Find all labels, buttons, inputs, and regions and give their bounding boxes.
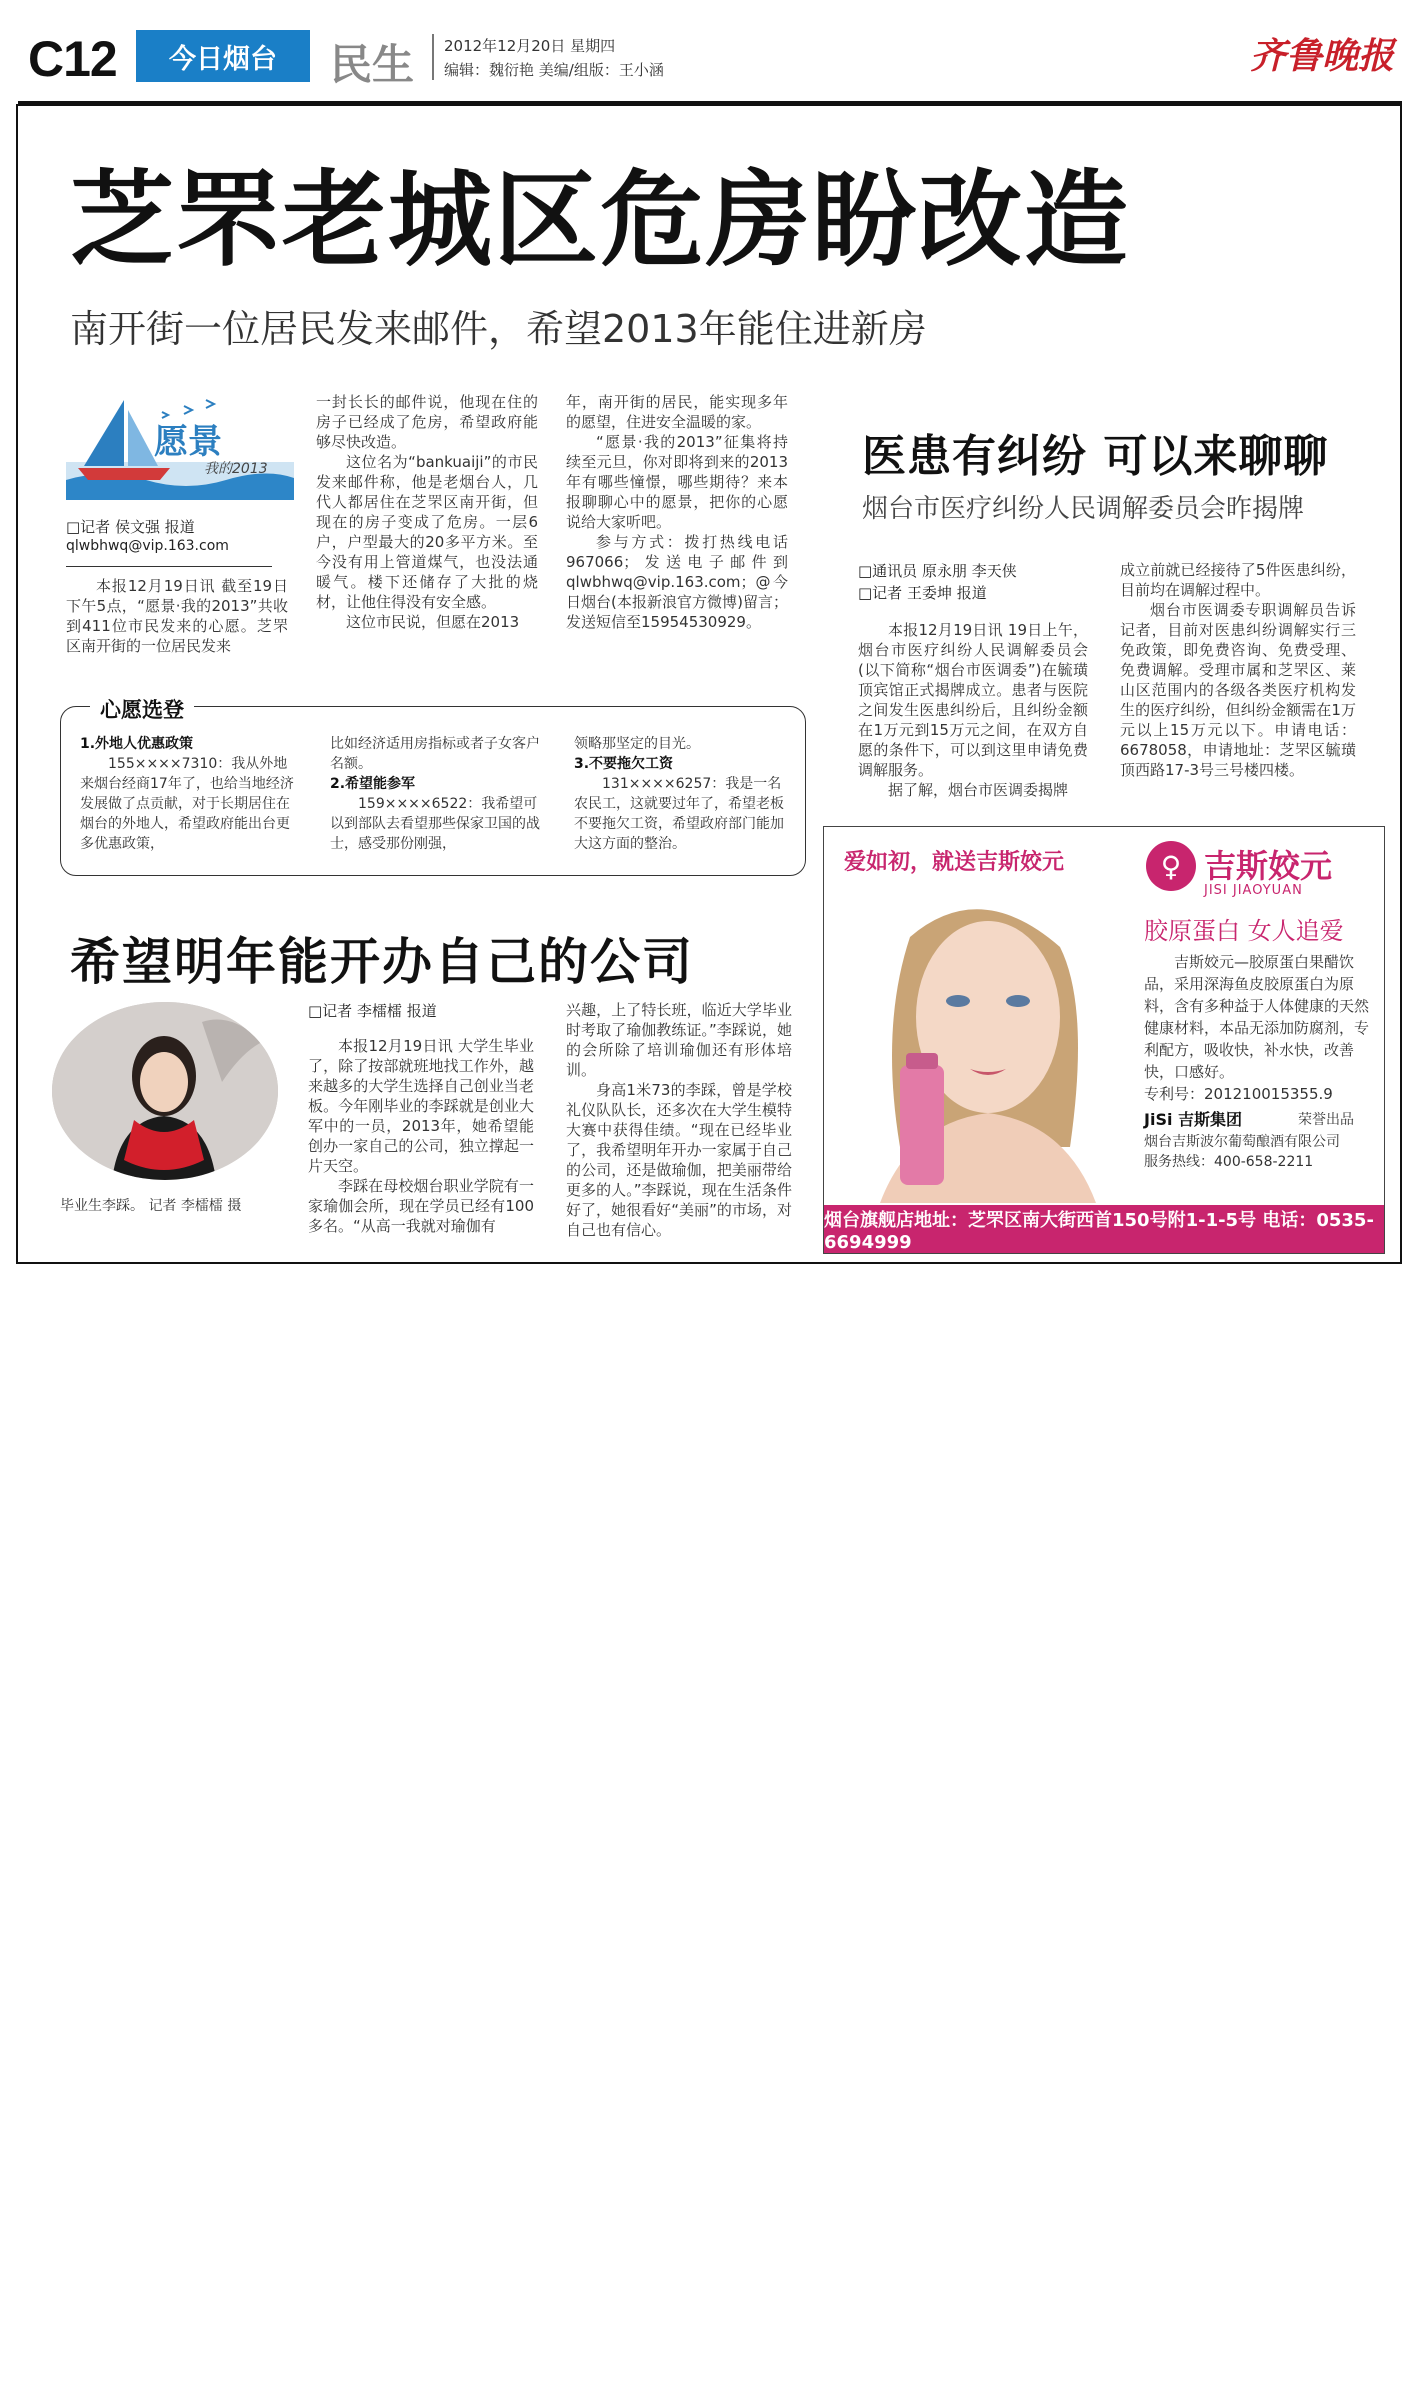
paragraph: 参与方式：拨打热线电话967066；发送电子邮件到qlwbhwq@vip.163.com；@今日烟台(本报新浪官方微博)留言；发送短信至15954530929。 [566, 533, 788, 631]
main-byline: □记者 侯文强 报道 [66, 518, 195, 536]
wish-item-title: 1.外地人优惠政策 [80, 736, 194, 752]
ad-footer: 烟台旗舰店地址：芝罘区南大街西首150号附1-1-5号 电话：0535-6694999 [824, 1205, 1384, 1253]
portrait-photo [52, 1002, 278, 1180]
logo-subtitle: 我的2013 [204, 461, 268, 477]
editors-line: 编辑：魏衍艳 美编/组版：王小涵 [444, 61, 664, 79]
paragraph: 本报12月19日讯 截至19日下午5点，“愿景·我的2013”共收到411位市民发来的心愿。芝罘区南开街的一位居民发来 [66, 577, 288, 655]
paragraph: “愿景·我的2013”征集将持续至元旦，你对即将到来的2013年有哪些憧憬，哪些期待？来本报聊聊心中的愿景，把你的心愿说给大家听吧。 [566, 433, 788, 531]
byline-rule [66, 566, 272, 567]
wish-item-cont: 领略那坚定的目光。 [574, 736, 700, 752]
ad-patent: 专利号：201210015355.9 [1144, 1085, 1333, 1103]
main-col-1 [66, 576, 288, 656]
right-col-1 [858, 620, 1088, 800]
paragraph: 本报12月19日讯 大学生毕业了，除了按部就班地找工作外，越来越多的大学生选择自己创业当老板。今年刚毕业的李踩就是创业大军中的一员，2013年，她希望能创办一家自己的公司，独立撑起一片天空。 [308, 1037, 534, 1175]
main-col-2 [316, 392, 538, 632]
paragraph: 本报12月19日讯 19日上午，烟台市医疗纠纷人民调解委员会(以下简称“烟台市医调委”)在毓璜顶宾馆正式揭牌成立。患者与医院之间发生医患纠纷后，且纠纷金额在1万元到15万元之间，在双方自愿的条件下，可以到这里申请免费调解服务。 [858, 621, 1088, 779]
ad-hotline: 服务热线：400-658-2211 [1144, 1154, 1314, 1170]
second-byline: □记者 李檑檑 报道 [308, 1002, 437, 1020]
header-meta [444, 34, 664, 82]
paragraph: 年，南开街的居民，能实现多年的愿望，住进安全温暖的家。 [566, 393, 788, 431]
paragraph: 一封长长的邮件说，他现在住的房子已经成了危房，希望政府能够尽快改造。 [316, 393, 538, 451]
main-email: qlwbhwq@vip.163.com [66, 538, 229, 554]
right-byline-1: □通讯员 原永朋 李天侠 [858, 562, 1017, 580]
page-number: C12 [28, 31, 117, 87]
wish-item-title: 3.不要拖欠工资 [574, 756, 674, 772]
main-subhead: 南开街一位居民发来邮件，希望2013年能住进新房 [70, 307, 927, 351]
paragraph: 这位名为“bankuaiji”的市民发来邮件称，他是老烟台人，几代人都居住在芝罘区南开街，但现在的房子变成了危房。一层6户，户型最大的20多平方米。至今没有用上管道煤气，也没法通暖气。楼下还储存了大批的烧材，让他住得没有安全感。 [316, 453, 538, 611]
wish-item-text: 155××××7310：我从外地来烟台经商17年了，也给当地经济发展做了点贡献，对于长期居住在烟台的外地人，希望政府能出台更多优惠政策， [80, 756, 294, 852]
paragraph: 据了解，烟台市医调委揭牌 [888, 781, 1069, 799]
second-col-2 [566, 1000, 792, 1240]
ad-company: 烟台吉斯波尔葡萄酿酒有限公司 [1144, 1134, 1340, 1150]
ad-brand-en: JISI JIAOYUAN [1204, 883, 1303, 898]
photo-caption: 毕业生李踩。 记者 李檑檑 摄 [60, 1198, 242, 1214]
ad-brand-cn: 吉斯姣元 [1204, 847, 1333, 885]
wish-item-title: 2.希望能参军 [330, 776, 416, 792]
woman-portrait-icon [840, 897, 1116, 1203]
second-col-1 [308, 1036, 534, 1236]
paragraph: 烟台市医调委专职调解员告诉记者，目前对医患纠纷调解实行三免政策，即免费咨询、免费受理、免费调解。受理市属和芝罘区、莱山区范围内的各级各类医疗机构发生的医疗纠纷，但纠纷金额需在1万元以上15万元以下。申请电话：6678058，申请地址：芝罘区毓璜顶西路17-3号三号楼四楼。 [1120, 601, 1356, 779]
right-byline-2: □记者 王委坤 报道 [858, 584, 987, 602]
second-headline: 希望明年能开办自己的公司 [70, 933, 694, 991]
brand-logo-icon: ♀ [1146, 841, 1196, 891]
wish-col-3 [574, 734, 792, 854]
logo-title: 愿景 [154, 422, 222, 462]
section-name: 民生 [330, 40, 415, 89]
right-col-2 [1120, 560, 1356, 780]
ad-tagline: 胶原蛋白 女人追爱 [1144, 917, 1344, 945]
wish-col-2 [330, 734, 548, 854]
paragraph: 身高1米73的李踩，曾是学校礼仪队队长，还多次在大学生模特大赛中获得佳绩。“现在已经毕业了，我希望明年开办一家属于自己的公司，还是做瑜伽，把美丽带给更多的人。”李踩说，现在生活条件好了，她很看好“美丽”的市场，对自己也有信心。 [566, 1081, 792, 1239]
main-col-3 [566, 392, 788, 632]
column-logo [66, 396, 294, 500]
header-divider [432, 34, 434, 80]
right-subhead: 烟台市医疗纠纷人民调解委员会昨揭牌 [862, 494, 1305, 524]
wish-item-text: 131××××6257：我是一名农民工，这就要过年了，希望老板不要拖欠工资，希望政府部门能加大这方面的整治。 [574, 776, 784, 852]
model-photo [840, 897, 1116, 1203]
ad-group: JiSi 吉斯集团 [1144, 1110, 1243, 1129]
advertisement[interactable] [823, 826, 1385, 1254]
person-photo-icon [52, 1002, 278, 1180]
wish-item-cont: 比如经济适用房指标或者子女客户名额。 [330, 736, 540, 772]
ad-slogan: 爱如初，就送吉斯姣元 [844, 850, 1065, 875]
wish-col-1 [80, 734, 298, 854]
wish-box-title: 心愿选登 [90, 694, 194, 724]
ad-description: 吉斯姣元—胶原蛋白果醋饮品，采用深海鱼皮胶原蛋白为原料，含有多种益于人体健康的天然健康材料，本品无添加防腐剂，专利配方，吸收快，补水快，改善快，口感好。 [1144, 953, 1370, 1081]
paragraph: 兴趣，上了特长班，临近大学毕业时考取了瑜伽教练证。”李踩说，她的会所除了培训瑜伽还有形体培训。 [566, 1001, 792, 1079]
main-headline: 芝罘老城区危房盼改造 [70, 159, 1131, 281]
newspaper-brand: 齐鲁晚报 [1250, 35, 1395, 77]
paragraph: 这位市民说，但愿在2013 [346, 613, 520, 631]
ad-product-note: 荣誉出品 [1298, 1112, 1354, 1128]
paragraph: 成立前就已经接待了5件医患纠纷，目前均在调解过程中。 [1120, 561, 1356, 599]
right-headline: 医患有纠纷 可以来聊聊 [862, 431, 1329, 482]
paragraph: 李踩在母校烟台职业学院有一家瑜伽会所，现在学员已经有100多名。“从高一我就对瑜伽有 [308, 1177, 534, 1235]
section-tab[interactable]: 今日烟台 [136, 30, 310, 82]
wish-item-text: 159××××6522：我希望可以到部队去看望那些保家卫国的战士，感受那份刚强， [330, 796, 540, 852]
date-line: 2012年12月20日 星期四 [444, 37, 616, 55]
